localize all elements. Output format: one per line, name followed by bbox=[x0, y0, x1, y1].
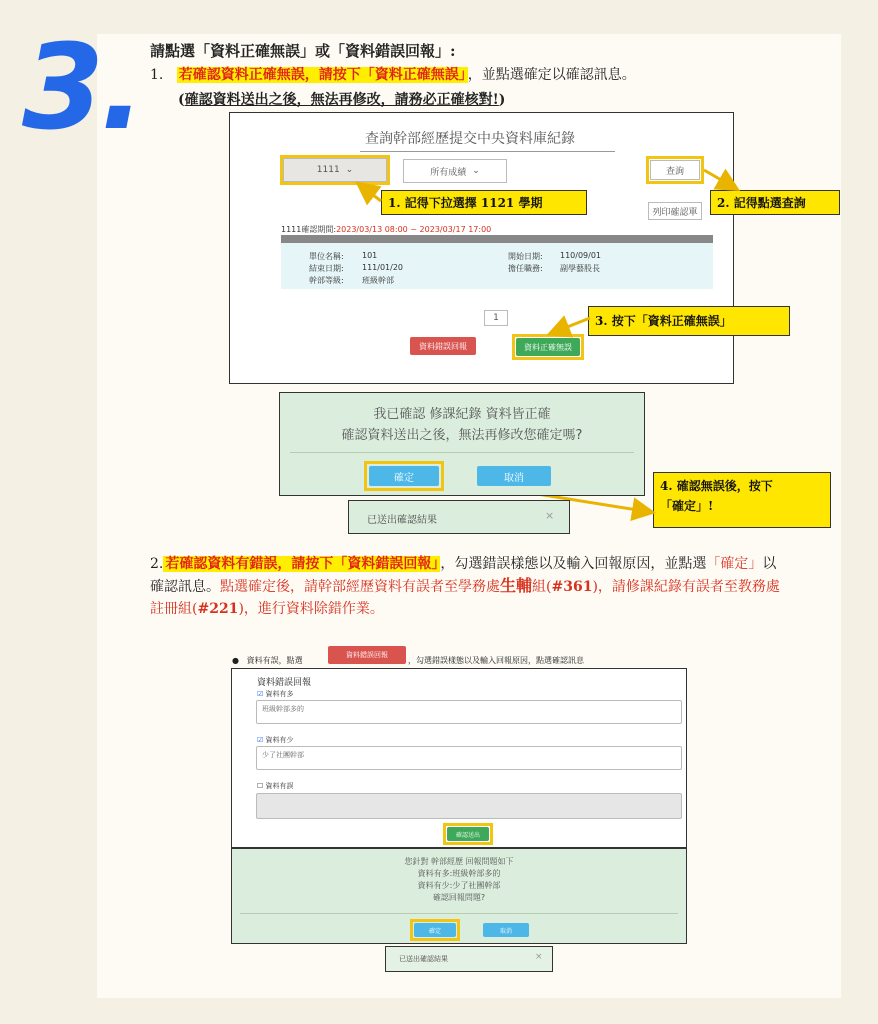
query-page-title: 查詢幹部經歷提交中央資料庫紀錄 bbox=[365, 131, 575, 147]
ok-highlight bbox=[364, 461, 444, 491]
callout-1: 1. 記得下拉選擇 1121 學期 bbox=[381, 190, 587, 215]
checkbox-missing[interactable]: ☑ 資料有少 bbox=[257, 736, 294, 744]
dialog-ok-button[interactable]: 確定 bbox=[369, 466, 439, 486]
semester-select[interactable]: 1111 ⌄ bbox=[283, 158, 387, 182]
wrong-reason-input[interactable] bbox=[256, 793, 682, 819]
chevron-down-icon: ⌄ bbox=[345, 165, 354, 175]
step1-highlight: 若確認資料正確無誤，請按下「資料正確無誤」 bbox=[178, 67, 466, 83]
report-ok-button[interactable]: 確定 bbox=[414, 923, 456, 937]
callout-2: 2. 記得點選查詢 bbox=[710, 190, 840, 215]
checkbox-wrong[interactable]: ☐ 資料有誤 bbox=[257, 782, 294, 790]
category-select[interactable]: 所有成績 ⌄ bbox=[403, 159, 507, 183]
bullet-line: ● 資料有誤，點選 bbox=[232, 656, 303, 665]
step2-text: 2. 若確認資料有錯誤，請按下「資料錯誤回報」 ，勾選錯誤樣態以及輸入回報原因，並點選「確定」以確認訊息。點選確定後，請幹部經歷資料有誤者至學務處生輔組(#361)，請修課紀錄有誤者至教務處註冊組(#221)，進行資料除錯作業。 bbox=[150, 556, 780, 617]
step1-warning: (確認資料送出之後，無法再修改，請務必正確核對!) bbox=[178, 92, 506, 108]
heading: 請點選「資料正確無誤」或「資料錯誤回報」: bbox=[150, 42, 456, 60]
error-report-button[interactable]: 資料錯誤回報 bbox=[410, 337, 476, 355]
extra-reason-input[interactable]: 班級幹部多的 bbox=[256, 700, 682, 724]
print-button[interactable]: 列印確認單 bbox=[648, 202, 702, 220]
callout-4: 4. 確認無誤後，按下 「確定」! bbox=[653, 472, 831, 528]
data-correct-button[interactable]: 資料正確無誤 bbox=[516, 338, 580, 356]
missing-reason-input[interactable]: 少了社團幹部 bbox=[256, 746, 682, 770]
step1-text: 1. 若確認資料正確無誤，請按下「資料正確無誤」 ，並點選確定以確認訊息。 bbox=[150, 67, 636, 83]
query-button[interactable]: 查詢 bbox=[650, 160, 700, 180]
period: 1111確認期間:2023/03/13 08:00 ~ 2023/03/17 17:00 bbox=[281, 225, 492, 234]
error-report-button-inline[interactable]: 資料錯誤回報 bbox=[328, 646, 406, 664]
chevron-down-icon: ⌄ bbox=[472, 166, 480, 176]
pagination-select[interactable]: 1 bbox=[484, 310, 508, 326]
page-number: 3. bbox=[22, 18, 141, 156]
close-icon[interactable]: × bbox=[535, 952, 543, 962]
close-icon[interactable]: × bbox=[545, 509, 555, 522]
report-cancel-button[interactable]: 取消 bbox=[483, 923, 529, 937]
dialog-cancel-button[interactable]: 取消 bbox=[477, 466, 551, 486]
report-ok-highlight bbox=[410, 919, 460, 941]
checkbox-extra[interactable]: ☑ 資料有多 bbox=[257, 690, 294, 698]
form-title: 資料錯誤回報 bbox=[257, 678, 312, 688]
submit-report-button[interactable]: 確認送出 bbox=[447, 827, 489, 841]
submit-highlight bbox=[443, 823, 493, 845]
callout-3: 3. 按下「資料正確無誤」 bbox=[588, 306, 790, 336]
